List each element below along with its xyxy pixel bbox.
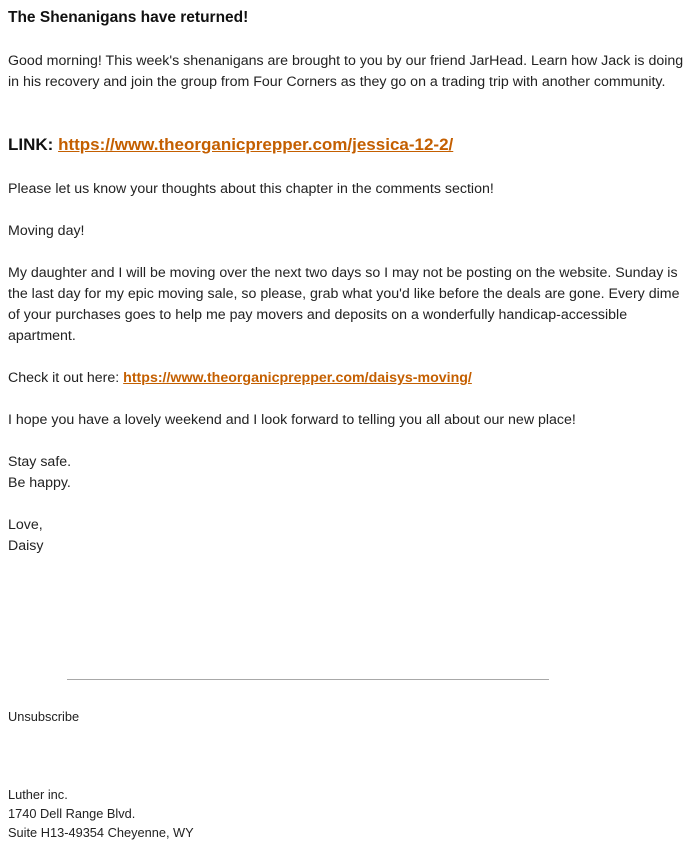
signature-love: Love, — [8, 517, 43, 533]
chapter-link-line — [8, 135, 453, 155]
signoff-block — [8, 452, 694, 494]
check-label: Check it out here: — [8, 370, 120, 386]
moving-title: Moving day! — [8, 223, 85, 239]
signature-block — [8, 515, 694, 557]
chapter-link[interactable]: https://www.theorganicprepper.com/jessica-12-2/ — [58, 135, 454, 154]
signoff-line-2: Be happy. — [8, 475, 71, 491]
email-heading: The Shenanigans have returned! — [8, 9, 249, 26]
footer-address-line-1: 1740 Dell Range Blvd. — [8, 806, 136, 821]
moving-sale-link[interactable]: https://www.theorganicprepper.com/daisys-moving/ — [123, 370, 472, 386]
weekend-paragraph: I hope you have a lovely weekend and I look forward to telling you all about our new place! — [8, 412, 576, 428]
signoff-line-1: Stay safe. — [8, 454, 72, 470]
signature-name: Daisy — [8, 538, 44, 554]
moving-paragraph: My daughter and I will be moving over the next two days so I may not be posting on the website. Sunday is the last day for my epic moving sale, so please, grab what you'd like before the deals are gone. Every dime of your purchases goes to help me pay movers and deposits on a wonderfully handicap-accessible apartment. — [8, 265, 680, 344]
intro-paragraph: Good morning! This week's shenanigans are brought to you by our friend JarHead. Learn how Jack is doing in his recovery and join the group from Four Corners as they go on a trading trip with another community. — [8, 53, 684, 90]
unsubscribe-link[interactable]: Unsubscribe — [8, 709, 80, 724]
footer-company: Luther inc. — [8, 787, 68, 802]
check-it-out-line — [8, 368, 694, 389]
footer-address — [8, 785, 194, 842]
comments-paragraph: Please let us know your thoughts about this chapter in the comments section! — [8, 181, 494, 197]
link-label: LINK: — [8, 135, 54, 154]
footer-divider — [67, 679, 549, 680]
footer-address-line-2: Suite H13-49354 Cheyenne, WY — [8, 825, 194, 840]
